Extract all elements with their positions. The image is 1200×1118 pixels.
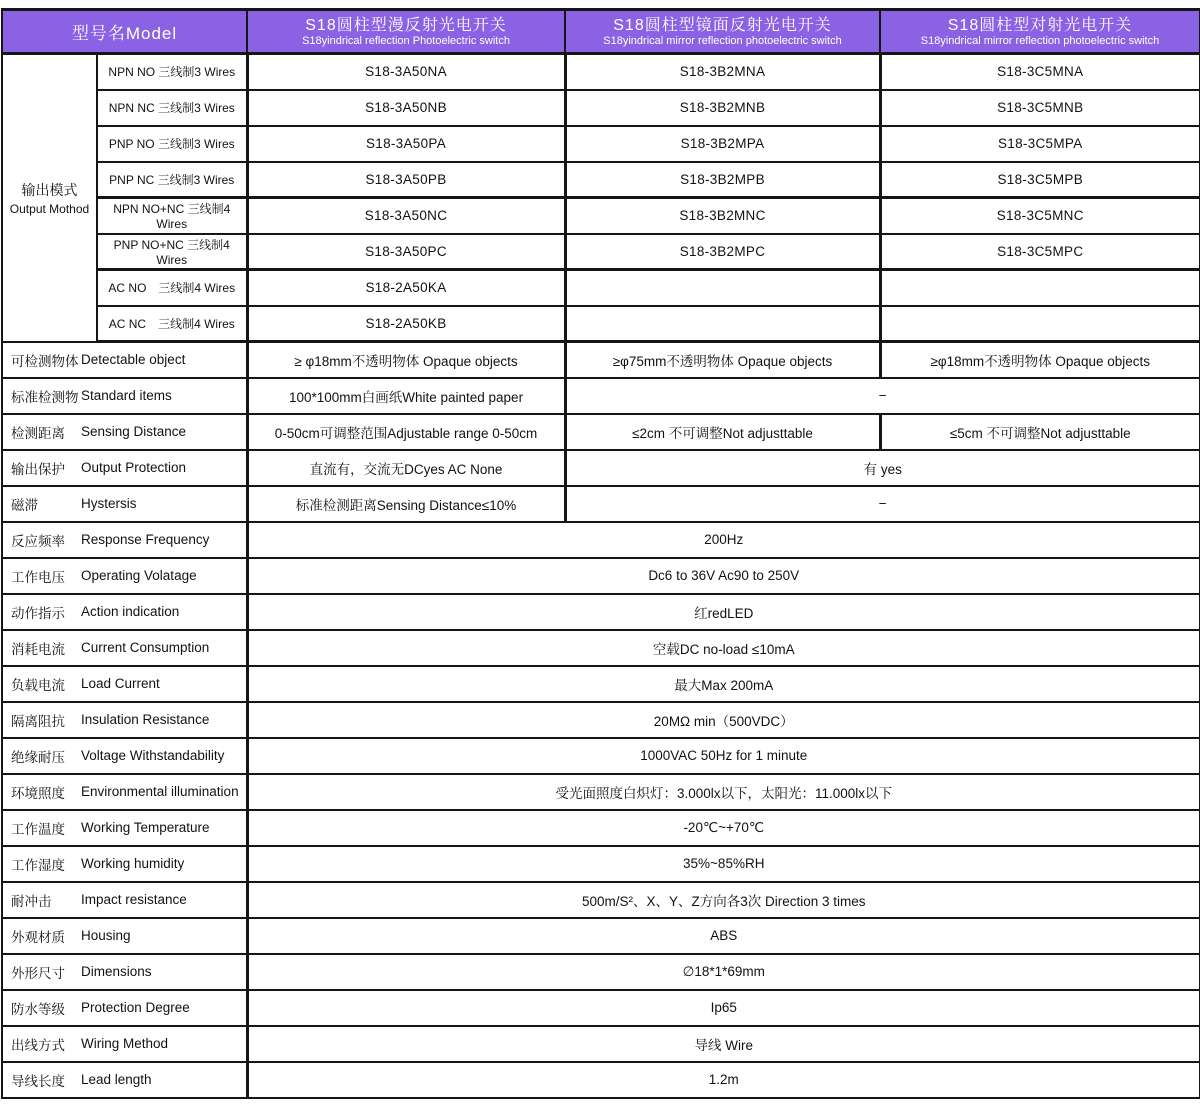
- spec-value-merged-cell: −: [565, 378, 1200, 414]
- spec-label: [2, 810, 247, 846]
- model-number-cell: S18-3A50NA: [247, 54, 565, 90]
- spec-label: [2, 414, 247, 450]
- spec-table: [1, 8, 1200, 1099]
- model-row: [2, 198, 1200, 234]
- spec-label: [2, 522, 247, 558]
- spec-row-working-humidity: [2, 846, 1200, 882]
- model-number-cell: S18-3B2MPA: [565, 126, 880, 162]
- spec-label: [2, 918, 247, 954]
- spec-label-zh: 外形尺寸: [11, 965, 65, 981]
- spec-value-cell: 100*100mm白画纸White painted paper: [247, 378, 565, 414]
- spec-value-cell: ≤2cm 不可调整Not adjusttable: [565, 414, 880, 450]
- spec-value-cell: ≤5cm 不可调整Not adjusttable: [880, 414, 1200, 450]
- column-title-zh: S18圆柱型镜面反射光电开关: [613, 16, 832, 34]
- spec-value-cell: ≥φ75mm不透明物体 Opaque objects: [565, 342, 880, 378]
- spec-label-en: Current Consumption: [81, 640, 210, 655]
- spec-value-merged-cell: 最大Max 200mA: [247, 666, 1200, 702]
- spec-label-en: Sensing Distance: [81, 424, 187, 439]
- model-number-cell: S18-3A50NC: [247, 198, 565, 234]
- spec-row-protection-degree: [2, 990, 1200, 1026]
- spec-label-en: Working humidity: [81, 856, 185, 871]
- spec-row-voltage-withstandability: [2, 738, 1200, 774]
- spec-label-zh: 标准检测物: [11, 389, 79, 405]
- spec-label-zh: 耐冲击: [11, 893, 52, 909]
- model-number-cell: S18-3A50PA: [247, 126, 565, 162]
- model-number-cell: S18-3C5MNA: [880, 54, 1200, 90]
- model-number-cell: S18-2A50KB: [247, 306, 565, 342]
- header-row: [2, 10, 1200, 54]
- spec-value-merged-cell: -20℃~+70℃: [247, 810, 1200, 846]
- spec-row-working-temperature: [2, 810, 1200, 846]
- model-row: [2, 162, 1200, 198]
- spec-value-merged-cell: 35%~85%RH: [247, 846, 1200, 882]
- wiring-type-cell: AC NC 三线制4 Wires: [97, 306, 247, 342]
- spec-value-merged-cell: 导线 Wire: [247, 1026, 1200, 1062]
- spec-value-cell: 0-50cm可调整范围Adjustable range 0-50cm: [247, 414, 565, 450]
- spec-value-merged-cell: 红redLED: [247, 594, 1200, 630]
- spec-label-zh: 工作湿度: [11, 857, 65, 873]
- spec-label: [2, 342, 247, 378]
- column-header-through-beam: [880, 10, 1200, 54]
- spec-label-en: Action indication: [81, 604, 180, 619]
- spec-label-zh: 防水等级: [11, 1001, 65, 1017]
- model-number-cell: S18-3B2MNB: [565, 90, 880, 126]
- model-row: [2, 90, 1200, 126]
- spec-row-environmental-illumination: [2, 774, 1200, 810]
- spec-label-zh: 负载电流: [11, 677, 65, 693]
- wiring-type-cell: NPN NC 三线制3 Wires: [97, 90, 247, 126]
- spec-value-merged-cell: 500m/S²、X、Y、Z方向各3次 Direction 3 times: [247, 882, 1200, 918]
- model-row: [2, 306, 1200, 342]
- spec-label-en: Insulation Resistance: [81, 712, 210, 727]
- wiring-type-cell: NPN NO+NC 三线制4 Wires: [97, 198, 247, 234]
- spec-label: [2, 486, 247, 522]
- spec-row-action-indication: [2, 594, 1200, 630]
- wiring-type-cell: PNP NO+NC 三线制4 Wires: [97, 234, 247, 270]
- spec-label: [2, 882, 247, 918]
- spec-label: [2, 450, 247, 486]
- output-mode-en: Output Mothod: [9, 201, 90, 216]
- spec-row-dimensions: [2, 954, 1200, 990]
- spec-label-zh: 导线长度: [11, 1073, 65, 1089]
- spec-label-en: Load Current: [81, 676, 160, 691]
- spec-label: [2, 846, 247, 882]
- model-number-cell: [880, 306, 1200, 342]
- spec-row-output-protection: [2, 450, 1200, 486]
- spec-label-zh: 可检测物体: [11, 353, 79, 369]
- spec-row-wiring-method: [2, 1026, 1200, 1062]
- spec-label-zh: 工作温度: [11, 821, 65, 837]
- spec-label: [2, 1026, 247, 1062]
- wiring-type-cell: PNP NO 三线制3 Wires: [97, 126, 247, 162]
- model-number-cell: [565, 306, 880, 342]
- spec-label-en: Output Protection: [81, 460, 187, 475]
- spec-label-en: Lead length: [81, 1072, 152, 1087]
- spec-value-merged-cell: ABS: [247, 918, 1200, 954]
- spec-label-zh: 检测距离: [11, 425, 65, 441]
- spec-label-zh: 输出保护: [11, 461, 65, 477]
- model-number-cell: S18-3B2MPB: [565, 162, 880, 198]
- spec-label: [2, 954, 247, 990]
- spec-row-housing: [2, 918, 1200, 954]
- spec-row-sensing-distance: [2, 414, 1200, 450]
- wiring-type-cell: AC NO 三线制4 Wires: [97, 270, 247, 306]
- spec-value-merged-cell: Ip65: [247, 990, 1200, 1026]
- spec-label-en: Working Temperature: [81, 820, 210, 835]
- model-number-cell: [880, 270, 1200, 306]
- model-row: [2, 234, 1200, 270]
- model-row: [2, 54, 1200, 90]
- output-mode-header: [2, 54, 97, 342]
- spec-label: [2, 774, 247, 810]
- model-column-header: 型号名Model: [2, 10, 247, 54]
- model-number-cell: S18-3A50NB: [247, 90, 565, 126]
- spec-value-merged-cell: 受光面照度白炽灯：3.000lx以下，太阳光：11.000lx以下: [247, 774, 1200, 810]
- spec-row-hysteresis: [2, 486, 1200, 522]
- spec-label-zh: 绝缘耐压: [11, 749, 65, 765]
- spec-label-en: Dimensions: [81, 964, 152, 979]
- model-number-cell: S18-3C5MPC: [880, 234, 1200, 270]
- model-number-cell: S18-3B2MNA: [565, 54, 880, 90]
- spec-value-cell: ≥φ18mm不透明物体 Opaque objects: [880, 342, 1200, 378]
- spec-value-cell: 标准检测距离Sensing Distance≤10%: [247, 486, 565, 522]
- spec-value-merged-cell: 1000VAC 50Hz for 1 minute: [247, 738, 1200, 774]
- spec-label: [2, 558, 247, 594]
- model-number-cell: S18-2A50KA: [247, 270, 565, 306]
- spec-label-en: Impact resistance: [81, 892, 187, 907]
- output-mode-zh: 输出模式: [21, 181, 78, 198]
- model-number-cell: [565, 270, 880, 306]
- spec-label: [2, 738, 247, 774]
- spec-value-merged-cell: Dc6 to 36V Ac90 to 250V: [247, 558, 1200, 594]
- column-title-zh: S18圆柱型漫反射光电开关: [305, 16, 507, 34]
- spec-label: [2, 1062, 247, 1098]
- model-number-cell: S18-3A50PC: [247, 234, 565, 270]
- spec-label-zh: 隔离阻抗: [11, 713, 65, 729]
- spec-value-cell: ≥ φ18mm不透明物体 Opaque objects: [247, 342, 565, 378]
- column-title-zh: S18圆柱型对射光电开关: [947, 16, 1133, 34]
- spec-row-load-current: [2, 666, 1200, 702]
- spec-value-cell: 直流有，交流无DCyes AC None: [247, 450, 565, 486]
- spec-label: [2, 594, 247, 630]
- spec-value-merged-cell: 有 yes: [565, 450, 1200, 486]
- spec-value-merged-cell: 空载DC no-load ≤10mA: [247, 630, 1200, 666]
- column-header-diffuse: [247, 10, 565, 54]
- column-title-en: S18yindrical mirror reflection photoelectric switch: [920, 34, 1160, 47]
- model-number-cell: S18-3C5MNC: [880, 198, 1200, 234]
- wiring-type-cell: NPN NO 三线制3 Wires: [97, 54, 247, 90]
- spec-label-en: Protection Degree: [81, 1000, 190, 1015]
- spec-label: [2, 378, 247, 414]
- model-number-cell: S18-3C5MPB: [880, 162, 1200, 198]
- column-title-en: S18yindrical mirror reflection photoelectric switch: [603, 34, 842, 47]
- spec-value-merged-cell: 200Hz: [247, 522, 1200, 558]
- spec-label-en: Standard items: [81, 388, 172, 403]
- spec-row-insulation-resistance: [2, 702, 1200, 738]
- spec-label-en: Operating Volatage: [81, 568, 197, 583]
- spec-row-operating-voltage: [2, 558, 1200, 594]
- wiring-type-cell: PNP NC 三线制3 Wires: [97, 162, 247, 198]
- model-number-cell: S18-3A50PB: [247, 162, 565, 198]
- model-number-cell: S18-3C5MNB: [880, 90, 1200, 126]
- spec-row-standard-items: [2, 378, 1200, 414]
- spec-label-zh: 反应频率: [11, 533, 65, 549]
- model-row: [2, 126, 1200, 162]
- spec-label-zh: 环境照度: [11, 785, 65, 801]
- spec-label-en: Detectable object: [81, 352, 186, 368]
- spec-label-zh: 外观材质: [11, 929, 65, 945]
- spec-label-zh: 动作指示: [11, 605, 65, 621]
- spec-value-merged-cell: ∅18*1*69mm: [247, 954, 1200, 990]
- model-number-cell: S18-3B2MPC: [565, 234, 880, 270]
- spec-label: [2, 666, 247, 702]
- spec-row-impact-resistance: [2, 882, 1200, 918]
- spec-label-en: Housing: [81, 928, 131, 943]
- spec-label-en: Environmental illumination: [81, 784, 239, 799]
- spec-value-merged-cell: −: [565, 486, 1200, 522]
- model-number-cell: S18-3B2MNC: [565, 198, 880, 234]
- spec-label: [2, 990, 247, 1026]
- spec-label: [2, 702, 247, 738]
- spec-value-merged-cell: 1.2m: [247, 1062, 1200, 1098]
- spec-row-current-consumption: [2, 630, 1200, 666]
- spec-label-en: Response Frequency: [81, 532, 210, 547]
- spec-row-response-frequency: [2, 522, 1200, 558]
- spec-label-zh: 磁滞: [11, 497, 38, 513]
- spec-label-en: Hystersis: [81, 496, 137, 511]
- spec-label-zh: 消耗电流: [11, 641, 65, 657]
- spec-label-en: Wiring Method: [81, 1036, 169, 1051]
- model-row: [2, 270, 1200, 306]
- spec-label-en: Voltage Withstandability: [81, 748, 225, 763]
- spec-label-zh: 工作电压: [11, 569, 65, 585]
- column-header-mirror: [565, 10, 880, 54]
- spec-label: [2, 630, 247, 666]
- spec-row-lead-length: [2, 1062, 1200, 1098]
- spec-label-zh: 出线方式: [11, 1037, 65, 1053]
- model-number-cell: S18-3C5MPA: [880, 126, 1200, 162]
- column-title-en: S18yindrical reflection Photoelectric switch: [302, 34, 510, 47]
- spec-row-detectable-object: [2, 342, 1200, 378]
- spec-value-merged-cell: 20MΩ min（500VDC）: [247, 702, 1200, 738]
